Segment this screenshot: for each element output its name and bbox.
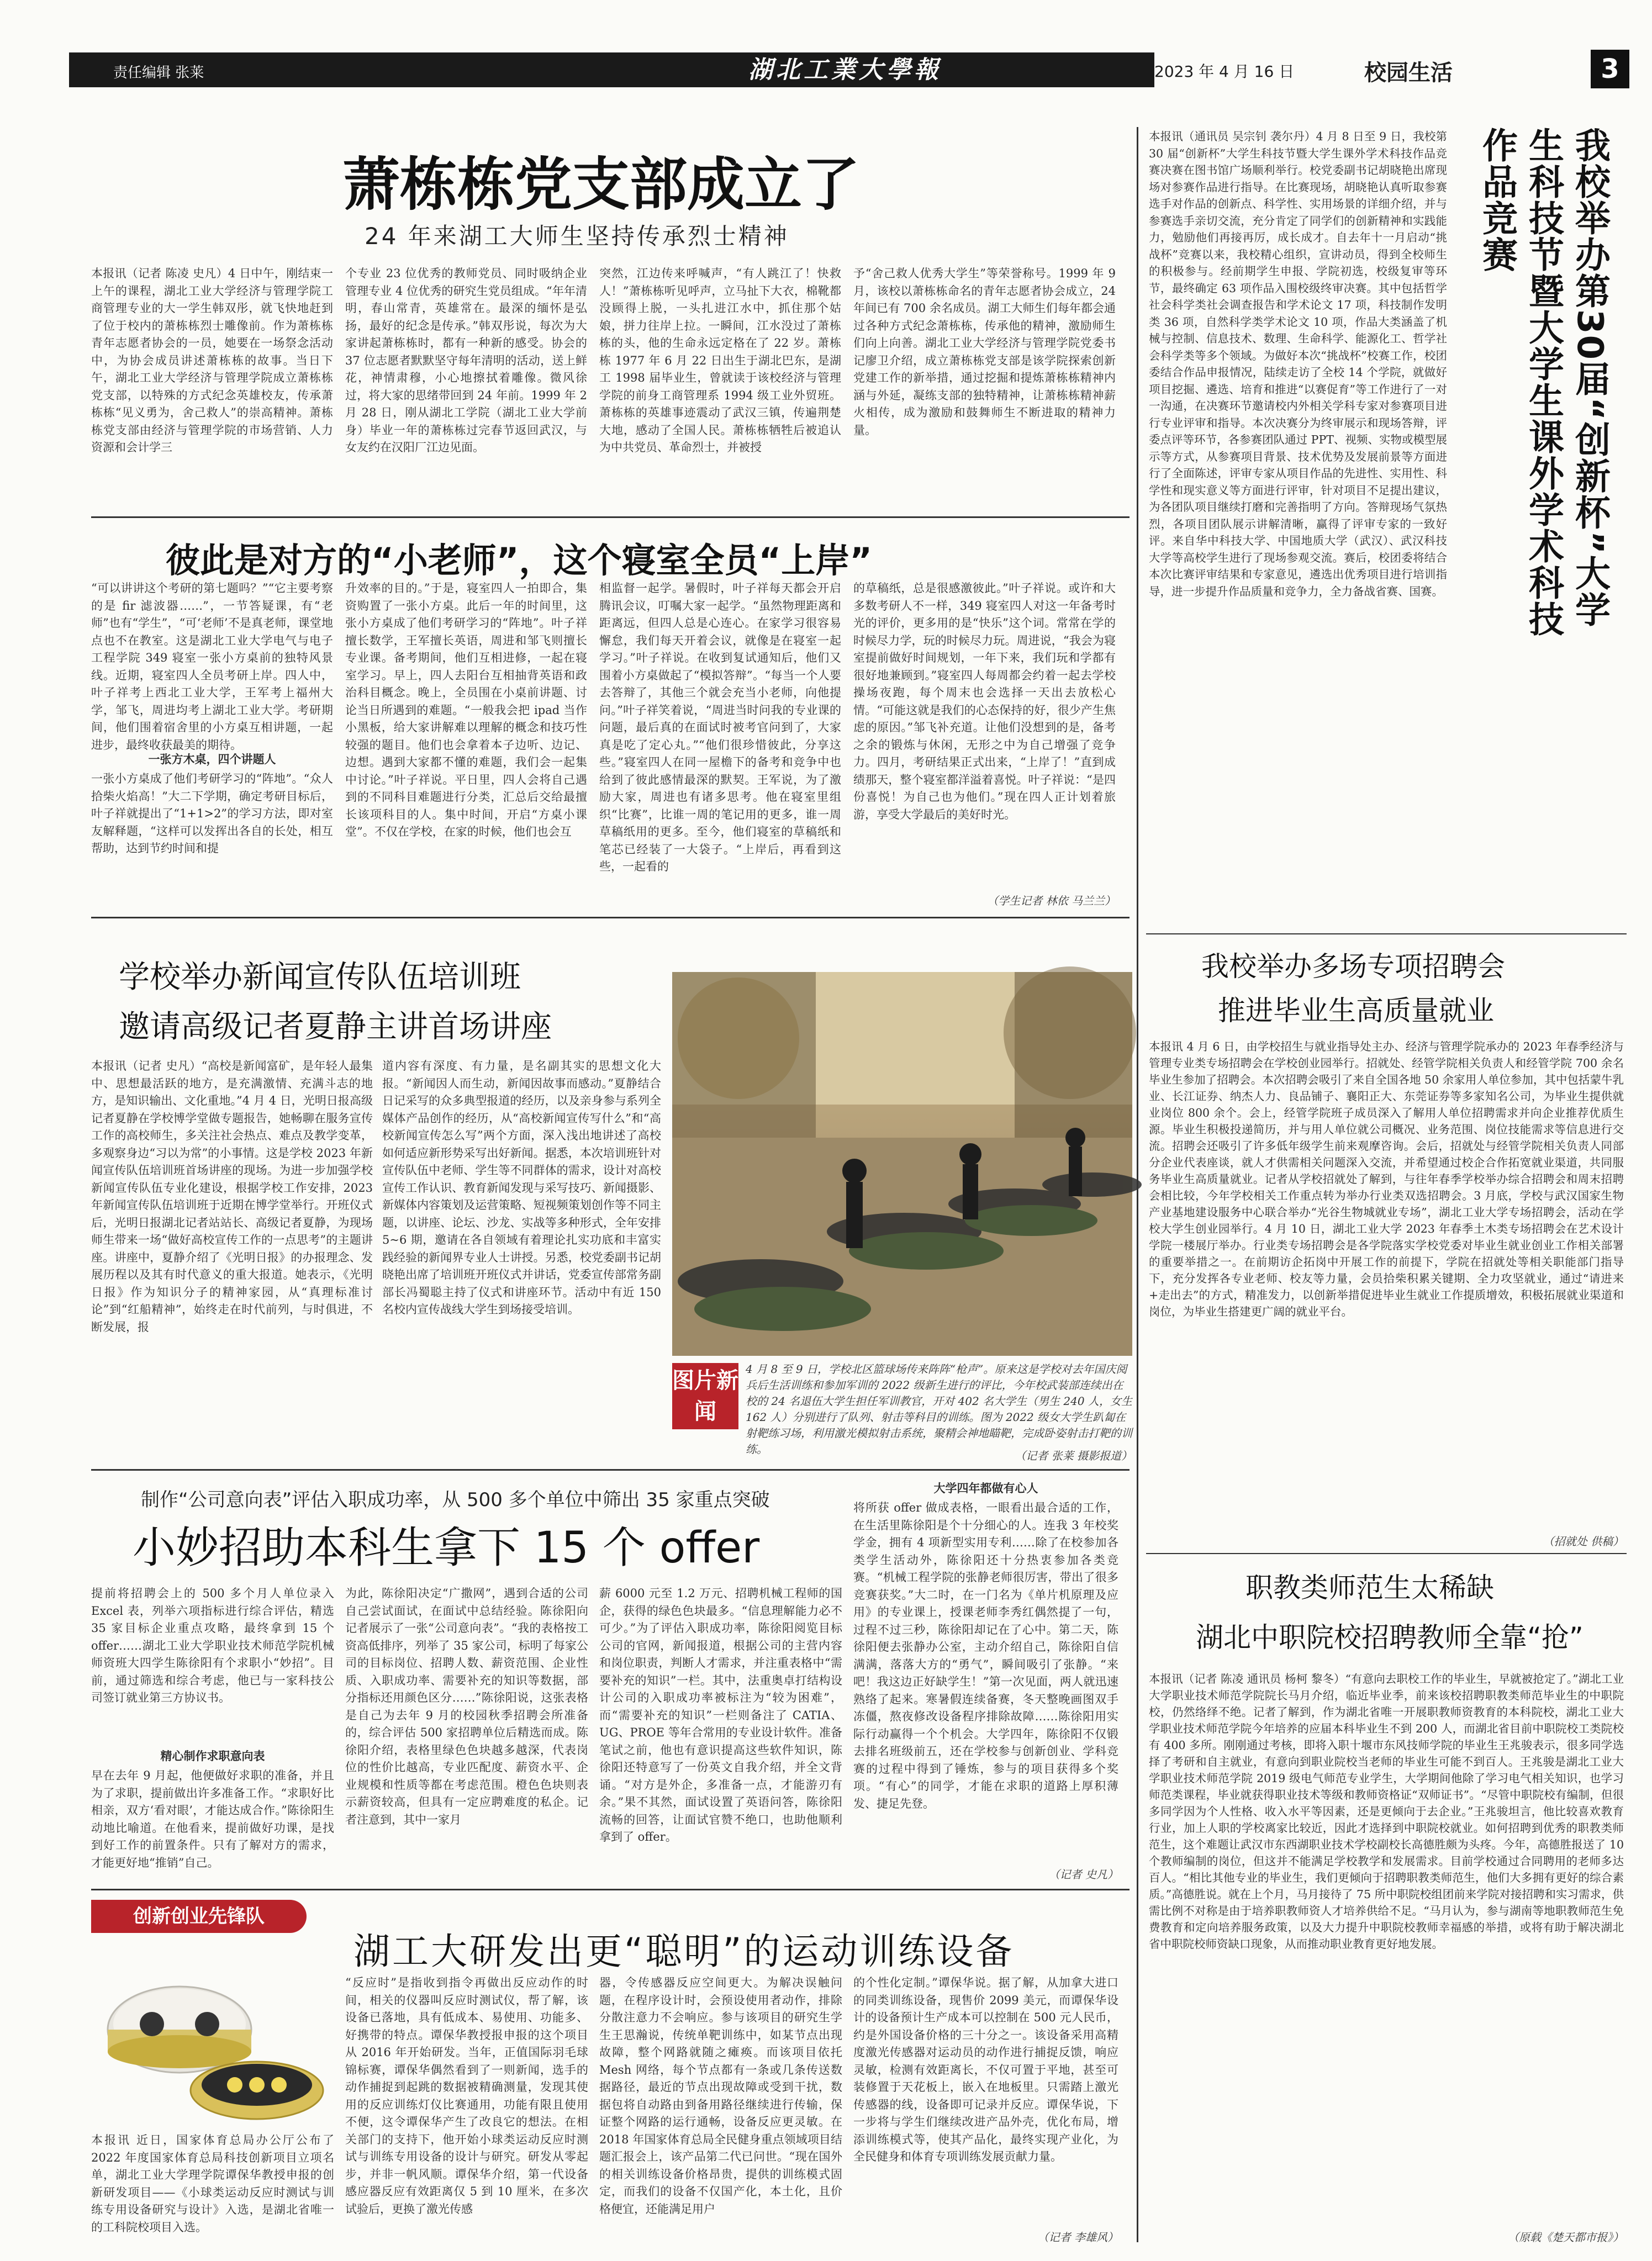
sidebar3-body: 本报讯（记者 陈凌 通讯员 杨柯 黎冬）“有意向去职校工作的毕业生，早就被抢定了。”湖北工业大学职业技术师范学院院长马月介绍，临近毕业季，前来该校招聘职教类师范毕业生的中职院校，仍然络绎不绝。记者了解到，作为湖北省唯一开展职教师资教育的本科院校，湖北工业大学职业技术师范学院今年培养的应届本科毕业生不到 200 人，而湖北省目前中职院校工类院校有 400 多所。刚刚通过考核，即将入职十堰市东风技师学院的毕业生王兆骏表示，很多同学选择了考研和自主就业，有意向到职业院校当老师的毕业生可能不到百人。王兆骏是湖北工业大学职业技术师范学院 2019 级电气师范专业学生，大学期间他除了学习电气相关知识，也学习师范类课程，毕业就获得职业技术等级和教师资格证“双师证书”。“尽管中职院校有编制，但很多同学因为个人性格、收入水平等因素，还是更倾向于去企业。”王兆骏坦言，他比较喜欢教育行业，加上人职的学校离家比较近，因此才选择到中职院校就业。如何招聘到优秀的职教类师范生，这个难题让武汉市东西湖职业技术学校副校长高德胜颇为头疼。今年，高德胜报送了 10 个教师编制的岗位，但这并不能满足学校教学和发展需求。目前学校通过合同聘用的老师多达百人。“相比其他专业的毕业生，我们更倾向于招聘职教类师范生，他们大多拥有更好的综合素质。”高德胜说。就在上个月，马月接待了 75 所中职院校组团前来学院对接招聘和实习需求，供需比例不对称是由于培养职教师资人才培养供给不足。“马月认为，参与湖南等地职教师范生免费教育和定向培养服务政策，以及大力提升中职院校教师幸福感的举措，或将有助于解决湖北省中职院校师资缺口现象，从而推动职业教育更好地发展。 <box>1149 1672 1624 1951</box>
sidebar2-title-line1: 我校举办多场专项招聘会 <box>1201 950 1505 982</box>
sidebar3-title-line2: 湖北中职院校招聘教师全靠“抢” <box>1196 1621 1584 1654</box>
photo-byline: （记者 张莱 摄影报道） <box>1015 1449 1132 1462</box>
news-photo <box>672 972 1132 1356</box>
article2-title: 彼此是对方的“小老师”，这个寝室全员“上岸” <box>166 540 872 580</box>
article2-column-3: 相监督一起学。暑假时，叶子祥每天都会开启腾讯会议，叮嘱大家一起学。“虽然物理距离和距离远，但四人总是心连心。在家学习很容易懈怠，我们每天开着会议，就像是在寝室一起学习。”叶子祥说。在收到复试通知后，他们又围着小方桌做起了“模拟答辩”。“每当一个人要去答辩了，其他三个就会充当小老师，向他提问。”叶子祥笑着说，“周进当时问我的专业课的问题，最后真的在面试时被考官问到了，大家真是吃了定心丸。”“他们很珍惜彼此，分享这些。”寝室四人在同一屋檐下的备考和竞争中也给到了彼此感情最深的默契。王军说，为了激励大家，周进也有诸多思考。他在寝室里组织“比赛”，比谁一周的笔记用的更多，谁一周草稿纸用的更多。至今，他们寝室的草稿纸和笔芯已经装了一大袋子。“上岸后，再看到这些，一起看的 <box>599 582 841 873</box>
article5-column-3: 器，令传感器反应空间更大。为解决误触问题，在程序设计时，会预设使用者动作，排除分散注意力不会响应。参与该项目的研究生学生王思瀚说，传统单靶训练中，如某节点出现故障，整个网路就随之瘫痪。而该项目依托 Mesh 网络，每个节点都有一条或几条传送数据路径，最近的节点出现故障或受到干扰，数据包将自动路由到备用路径继续进行传输，保证整个网路的运行通畅，设备反应更灵敏。在 2018 年国家体育总局全民健身重点领域项目结题汇报会上，该产品第二代已问世。“现在国外的相关训练设备价格昂贵，提供的训练模式固定，而我们的设备不仅国产化，本土化，且价格便宜，还能满足用户 <box>599 1976 842 2216</box>
article3-column-1: 本报讯（记者 史凡）“高校是新闻富矿，是年轻人最集中、思想最活跃的地方，是充满激情、充满斗志的地方，是知识输出、文化重地。”4 月 4 日，光明日报高级记者夏静在学校博学堂做专题报告，她畅聊在服务宣传工作的高校师生，多关注社会热点、难点及教学变革，多观察身边“习以为常”的小事情。这是学校 2023 年新闻宣传队伍培训班首场讲座的现场。为进一步加强学校新闻宣传队伍专业化建设，根据学校工作安排，2023 年新闻宣传队伍培训班于近期在博学堂举行。开班仪式后，光明日报湖北记者站站长、高级记者夏静，为现场师生带来一场“做好高校宣传工作的一点思考”的主题讲座。讲座中，夏静介绍了《光明日报》的办报理念、发展历程以及其有时代意义的重大报道。她表示，《光明日报》作为知识分子的精神家园，从“真理标准讨论”到“红船精神”，始终走在时代前列，与时俱进，不断发展，报 <box>91 1059 373 1334</box>
article2-byline: （学生记者 林依 马兰兰） <box>987 894 1116 907</box>
article4-column-3: 薪 6000 元至 1.2 万元、招聘机械工程师的国企，获得的绿色色块最多。“信息理解能力必不可少。”为了评估入职成功率，陈徐阳阅览目标公司的官网，新闻报道，根据公司的主营内容和岗位职责，判断人才需求，并注重表格中“需要补充的知识”一栏。其中，法重奥卓打结构设计公司的入职成功率被标注为“较为困难”，而“需要补充的知识”一栏则备注了 CATIA、UG、PROE 等年合常用的专业设计软件。准备笔试之前，他也有意识提高这些软件知识，陈徐阳还特意写了一份英文自我介绍，并全文背诵。“对方是外企，多准备一点，才能游刃有余。”果不其然，面试设置了英语问答，陈徐阳流畅的回答，让面试官赞不绝口，也助他顺利拿到了 offer。 <box>599 1587 842 1843</box>
divider <box>91 1889 1130 1890</box>
article3-title-line2: 邀请高级记者夏静主讲首场讲座 <box>119 1009 552 1045</box>
article1-subtitle: 24 年来湖工大师生坚持传承烈士精神 <box>365 223 789 250</box>
article4-column-4: 将所获 offer 做成表格，一眼看出最合适的工作，在生活里陈徐阳是个十分细心的人。连我 3 年校奖学金，拥有 4 项新型实用专利……除了在校参加各类学生活动外，陈徐阳还十分热衷参加各类竞赛。“机械工程学院的张静老师很厉害，带出了很多竞赛获奖。”大二时，在一门名为《单片机原理及应用》的专业课上，授课老师李秀红偶然提了一句，过程不过三秒，陈徐阳却记在了心中。第二天，陈徐阳便去张静办公室，主动介绍自己，陈徐阳自信满满，落落大方的“勇气”，瞬间吸引了张静。“来吧！我这边正好缺学生！”第一次见面，两人就迅速熟络了起来。寒暑假连续备赛，冬天整晚画图双手冻僵，熬夜修改设备程序排除故障……陈徐阳用实际行动赢得一个个机会。大学四年，陈徐阳不仅锻去排名班级前五，还在学校参与创新创业、学科竞赛的过程中得到了锤炼，参与的项目获得多个奖项。“有心”的同学，才能在求职的道路上厚积薄发、捷足先登。 <box>853 1501 1118 1810</box>
article2-column-4: 的草稿纸，总是很感激彼此。”叶子祥说。或许和大多数考研人不一样，349 寝室四人对这一年备考时光的评价，更多用的是“快乐”这个词。常常在学的时候尽力学，玩的时候尽力玩。周进说，“我会为寝室提前做好时间规划，一年下来，我们玩和学都有很好地兼顾到。”寝室四人每周都会约着一起去学校操场夜跑，每个周末也会选择一天出去放松心情。“可能这就是我们的心态保持的好，很少产生焦虑的原因。”邹飞补充道。让他们没想到的是，备考之余的锻炼与休闲，无形之中为自己增强了竞争力。四月，考研结果正式出来，“上岸了！”直到成绩那天，整个寝室都洋溢着喜悦。叶子祥说：“是四份喜悦！为自己也为他们。”现在四人正计划着旅游，享受大学最后的美好时光。 <box>853 582 1116 821</box>
article5-title: 湖工大研发出更“聪明”的运动训练设备 <box>353 1930 1015 1973</box>
page-number: 3 <box>1591 50 1629 88</box>
divider <box>1146 933 1627 934</box>
article1-column-1: 本报讯（记者 陈凌 史凡）4 日中午，刚结束一上午的课程，湖北工业大学经济与管理学院工商管理专业的大一学生韩双彤，就飞快地赶到了位于校内的萧栋栋烈士雕像前。作为萧栋栋青年志愿者协会的一员，她要在一场祭念活动中，为协会成员讲述萧栋栋的故事。当日下午，湖北工业大学经济与管理学院成立萧栋栋党支部，以特殊的方式纪念英雄校友，传承萧栋栋“见义勇为，舍己救人”的崇高精神。萧栋栋党支部由经济与管理学院的市场营销、人力资源和会计学三 <box>91 267 333 454</box>
sidebar2-title-line2: 推进毕业生高质量就业 <box>1218 995 1494 1027</box>
photo-news-tag: 图片新闻 <box>672 1363 738 1429</box>
sidebar1-body: 本报讯（通讯员 吴宗钊 袭尔丹）4 月 8 日至 9 日，我校第 30 届“创新杯”大学生科技节暨大学生课外学术科技作品竞赛决赛在图书馆广场顺利举行。校党委副书记胡晓艳出席现场对参赛作品进行指导。在比赛现场，胡晓艳认真听取参赛选手对作品的创新点、科学性、实用场景的详细介绍，并与参赛选手亲切交流，充分肯定了同学们的创新精神和实践能力，勉励他们再接再厉，成长成才。自去年十一月启动“挑战杯”竞赛以来，我校精心组织，宣讲动员，得到全校师生的积极参与。经前期学生申报、学院初选，校级复审等环节，最终确定 63 项作品入围校级终审决赛。其中包括哲学社会科学类社会调查报告和学术论文 17 项，科技制作发明类 36 项，自然科学类学术论文 10 项，作品大类涵盖了机械与控制、信息技术、数理、生命科学、能源化工、哲学社会科学类等多个领域。为做好本次“挑战杯”校赛工作，校团委结合作品申报情况，陆续走访了全校 14 个学院，就做好项目挖掘、遴选、培育和推进“以赛促育”等工作进行了一对一沟通，在决赛环节邀请校内外相关学科专家对参赛项目进行专业评审和指导。本次决赛分为终审展示和现场答辩，评委点评等环节，各参赛团队通过 PPT、视频、实物或模型展示等方式，从参赛项目背景、技术优势及发展前景等方面进行了全面陈述，评审专家从项目作品的先进性、实用性、科学性和现实意义等方面进行评审，针对项目不足提出建议，为各团队项目继续打磨和完善指明了方向。答辩现场气氛热烈，各项目团队展示讲解清晰，赢得了评审专家的一致好评。来自华中科技大学、中国地质大学（武汉）、武汉科技大学等高校学生进行了现场参观交流。赛后，校团委将结合本次比赛评审结果和专家意见，遴选出优秀项目进行培训指导，进一步提升作品质量和竞争力，全力备战省赛、国赛。 <box>1149 130 1447 598</box>
training-device-image <box>91 1952 334 2129</box>
article4-subheading: 精心制作求职意向表 <box>160 1750 265 1763</box>
article4-column-1: 提前将招聘会上的 500 多个月人单位录入 Excel 表，列举六项指标进行综合评估，精选 35 家目标企业重点攻略，最终拿到 15 个 offer……湖北工业大学职业技术师范学院机械师资班大四学生陈徐阳有个求职小“妙招”。目前，通过筛选和综合考虑，他已与一家科技公司签订就业第三方协议书。 <box>91 1587 334 1704</box>
article2-column-2: 升效率的目的。”于是，寝室四人一拍即合，集资购置了一张小方桌。此后一年的时间里，这张小方桌成了他们考研学习的“阵地”。叶子祥擅长数学，王军擅长英语，周进和邹飞则擅长专业课。备考期间，他们互相进修，一起在寝室学习。早上，四人去阳台互相抽背英语和政治科目概念。晚上，全员围在小桌前讲题、讨论当日所遇到的难题。“一般我会把 ipad 当作小黑板，给大家讲解难以理解的概念和技巧性较强的题目。他们也会拿着本子边听、边记、边想。遇到大家都不懂的难题，我们会一起集中讨论。”叶子祥说。平日里，四人会将自己遇到的不同科目难题进行分类，汇总后交给最擅长该项科目的人。集中时间，开启“方桌小课堂”。不仅在学校，在家的时候，他们也会互 <box>345 582 587 838</box>
article5-column-4: 的个性化定制。”谭保华说。据了解，从加拿大进口的同类训练设备，现售价 2099 美元，而谭保华设计的设备预计生产成本可以控制在 500 元人民币，约是外国设备价格的三十分之一。该设备采用高精度激光传感器对运动员的动作进行捕捉反馈，响应灵敏，检测有效距离长，不仅可置于平地，甚至可装修置于天花板上，嵌入在地板里。只需踏上激光传感器的线，设备即可记录并反应。谭保华说，下一步将与学生们继续改进产品外壳，优化布局，增添训练模式等，使其产品化，最终实现产业化，为全民健身和体育专项训练发展贡献力量。 <box>853 1976 1118 2163</box>
article4-column-1b: 早在去年 9 月起，他便做好求职的准备，并且为了求职，提前做出许多准备工作。“求职好比相亲，双方‘看对眼’，才能达成合作。”陈徐阳生动地比喻道。在他看来，提前做好功课，是找到好工作的前置条件。只有了解对方的需求，才能更好地“推销”自己。 <box>91 1769 334 1869</box>
photo-caption: 4 月 8 至 9 日，学校北区篮球场传来阵阵“枪声”。原来这是学校对去年国庆阅兵后生活训练和参加军训的 2022 级新生进行的评比，今年校武装部连续出在校的 24 名退伍大学生担任军训教官，开对 402 名大学生（男生 240 人，女生 162 人）分别进行了队列、射击等科目的训练。图为 2022 级女大学生趴匐在射靶练习场，利用激光模拟射击系统，聚精会神地瞄靶，完成卧姿射击打靶的训练。 <box>746 1362 1132 1456</box>
paper-name: 湖北工業大學報 <box>748 56 942 84</box>
article4-subheading-2: 大学四年都做有心人 <box>933 1482 1038 1495</box>
editor-credit: 责任编辑 张莱 <box>113 65 204 81</box>
article4-title: 小妙招助本科生拿下 15 个 offer <box>133 1523 760 1573</box>
sidebar3-byline: （原载《楚天都市报》） <box>1508 2231 1624 2244</box>
sidebar3-title-line1: 职教类师范生太稀缺 <box>1245 1572 1494 1604</box>
article3-column-2: 道内容有深度、有力量，是名副其实的思想文化大报。“新闻因人而生动，新闻因故事而感动。”夏静结合日记采写的众多典型报道的经历，以及亲身参与系列全媒体产品创作的经历，从“高校新闻宣传写什么”和“高校新闻宣传怎么写”两个方面，深入浅出地讲述了高校如何适应新形势采写出好新闻。据悉，本次培训班针对宣传队伍中老师、学生等不同群体的需求，设计对高校宣传工作认识、教育新闻发现与采写技巧、新闻摄影、新媒体内容策划及运营策略、短视频策划创作等不同主题，以讲座、论坛、沙龙、实战等多种形式，全年安排 5~6 期，邀请在各自领域有着理论扎实功底和丰富实践经验的新闻界专业人士讲授。另悉，校党委副书记胡晓艳出席了培训班开班仪式并讲话，党委宣传部常务副部长冯蜀聪主持了仪式和讲座环节。活动中有近 150 名校内宣传战线大学生到场接受培训。 <box>382 1059 661 1316</box>
issue-date: 2023 年 4 月 16 日 <box>1154 62 1295 81</box>
article5-column-2: “反应时”是指收到指令再做出反应动作的时间，相关的仪器叫反应时测试仪，帮了解，该设备已落地，具有低成本、易使用、功能多、好携带的特点。谭保华教授报申报的这个项目从 2016 年开始研发。当年，正值国际羽毛球锦标赛，谭保华偶然看到了一则新闻，选手的动作捕捉到起跳的数据被精确测量，发现其使用的反应训练灯仪比赛通用，功能有限且使用不便，这令谭保华产生了改良它的想法。在相关部门的支持下，他开始小球类运动反应时测试与训练专用设备的设计与研究。研发从零起步，并非一帆风顺。谭保华介绍，第一代设备感应器反应有效距离仅 5 到 10 厘米，在多次试验后，更换了激光传感 <box>345 1976 588 2216</box>
article1-column-3: 突然，江边传来呼喊声，“有人跳江了！快救人！”萧栋栋听见呼声，立马扯下大衣，棉靴都没顾得上脱，一头扎进江水中，抓住那个姑娘，拼力往岸上拉。一瞬间，江水没过了萧栋栋的头，他的生命永远定格在了 22 岁。萧栋栋 1977 年 6 月 22 日出生于湖北巴东，是湖工 1998 届毕业生，曾就读于该校经济与管理学院的前身工商管理系 1994 级工业外贸班。萧栋栋的英雄事迹震动了武汉三镇，传遍荆楚大地，感动了全国人民。萧栋栋牺牲后被追认为中共党员、革命烈士，并被授 <box>599 267 841 454</box>
shooting-training-photo <box>672 972 1132 1356</box>
article1-column-4: 予“舍己救人优秀大学生”等荣誉称号。1999 年 9 月，该校以萧栋栋命名的青年志愿者协会成立，24 年间已有 700 余名成员。湖工大师生们每年都会通过各种方式纪念萧栋栋，传承他的精神，激励师生们向上向善。湖北工业大学经济与管理学院党委书记廖卫介绍，成立萧栋栋党支部是该学院探索创新党建工作的新举措，通过挖掘和提炼萧栋栋精神内涵与外延，凝练支部的独特精神，让萧栋栋精神薪火相传，成为激励和鼓舞师生不断进取的精神力量。 <box>853 267 1116 437</box>
article4-byline: （记者 史凡） <box>1048 1868 1118 1881</box>
article1-column-2: 个专业 23 位优秀的教师党员、同时吸纳企业管理专业 4 位优秀的研究生党员组成。“年年清明，春山常青，英雄常在。最深的缅怀是弘扬，最好的纪念是传承。”韩双彤说，每次为大家讲起萧栋栋时，都有一种新的感受。协会的 37 位志愿者默默坚守每年清明的活动，送上鲜花，神情肃穆，小心地擦拭着雕像。微风徐过，将大家的思绪带回到 24 年前。1999 年 2 月 28 日，刚从湖北工学院（湖北工业大学前身）毕业一年的萧栋栋过完春节返回武汉，与女友约在汉阳厂江边见面。 <box>345 267 587 454</box>
sidebar1-title: 我校举办第30届“创新杯”大学生科技节暨大学生课外学术科技作品竞赛 <box>1476 127 1610 637</box>
divider <box>91 516 1130 518</box>
section-name: 校园生活 <box>1364 60 1453 86</box>
column-divider <box>1137 127 1138 2242</box>
article5-column-1: 本报讯 近日，国家体育总局办公厅公布了 2022 年度国家体育总局科技创新项目立项名单，湖北工业大学理学院谭保华教授申报的创新研发项目——《小球类运动反应时测试与训练专用设备研究与设计》入选，是湖北省唯一的工科院校项目入选。 <box>91 2133 334 2234</box>
article2-column-1b: 一张小方桌成了他们考研学习的“阵地”。“众人拾柴火焰高！”大二下学期，确定考研目标后，叶子祥就提出了“1+1>2”的学习方法，即对室友解释题，“这样可以发挥出各自的长处，相互帮助，达到节约时间和提 <box>91 772 333 855</box>
sidebar2-body: 本报讯 4 月 6 日，由学校招生与就业指导处主办、经济与管理学院承办的 2023 年春季经济与管理专业类专场招聘会在学校创业园举行。招就处、经管学院相关负责人和经管学院 700 余名毕业生参加了招聘会。本次招聘会吸引了来自全国各地 50 余家用人单位参加，其中包括蒙牛乳业、长江证券、纳杰人力、良品铺子、襄阳正大、东莞证券等多家知名公司，为毕业生提供就业岗位 800 余个。会上，经管学院班子成员深入了解用人单位招聘需求并向企业推荐优质生源。毕业生积极投递简历，并与用人单位就公司概况、业务范围、岗位技能需求等信息进行交流。招聘会还吸引了许多低年级学生前来观摩咨询。会后，招就处与经管学院相关负责人同部分企业代表座谈，就人才供需相关问题深入交流，并希望通过校企合作拓宽就业渠道，共同服务毕业生高质量就业。记者从学校招就处了解到，与往年春季学校举办综合招聘会和周末招聘会相比较，今年学校相关工作重点转为举办行业类双选招聘会。3 月底，学校与武汉国家生物产业基地建设服务中心联合举办“光谷生物城就业专场”，湖北工业大学专场招聘会，活动在学校大学生创业园举行。4 月 10 日，湖北工业大学 2023 年春季土木类专场招聘会在艺术设计学院一楼展厅举办。行业类专场招聘会是各学院落实学校党委对毕业生就业创业工作相关部署的重要举措之一。在前期访企拓岗中开展工作的前提下，学院在招就处等相关职能部门指导下，充分发挥各专业老师、校友等力量，会员拾柴积累关键期、全力攻坚就业，通过“请进来+走出去”的方式，精准发力，以创新举措促进毕业生就业工作提质增效，积极拓展就业渠道和岗位，为毕业生搭建更广阔的就业平台。 <box>1149 1040 1624 1318</box>
article4-kicker: 制作“公司意向表”评估入职成功率，从 500 多个单位中筛出 35 家重点突破 <box>141 1489 770 1511</box>
divider <box>91 1469 1130 1471</box>
divider <box>91 917 1130 918</box>
article5-byline: （记者 李雄风） <box>1037 2231 1118 2244</box>
article4-column-2: 为此，陈徐阳决定“广撒网”，遇到合适的公司自己尝试面试，在面试中总结经验。陈徐阳向记者展示了一张“公司意向表”。“我的表格按工资高低排序，列举了 35 家公司，标明了每家公司的目标岗位、招聘人数、薪资范围、企业性质、入职成功率、需要补充的知识等数据，部分指标还用颜色区分……”陈徐阳说，这张表格是自己为去年 9 月的校园秋季招聘会所准备的，综合评估 500 家招聘单位后精选而成。陈徐阳介绍，表格里绿色色块越多越深，代表岗位的性价比越高，专业匹配度、薪资水平、企业规模和性质等都在考虑范围。橙色色块则表示薪资较高，但具有一定应聘难度的私企。记者注意到，其中一家月 <box>345 1587 588 1826</box>
article2-subheading: 一张方木桌，四个讲题人 <box>148 753 276 766</box>
article1-title: 萧栋栋党支部成立了 <box>342 151 860 218</box>
sidebar2-byline: （招就处 供稿） <box>1543 1535 1624 1548</box>
column-tag: 创新创业先锋队 <box>91 1900 307 1933</box>
divider <box>1146 1553 1627 1554</box>
article3-title-line1: 学校举办新闻宣传队伍培训班 <box>119 959 521 995</box>
article2-column-1: “可以讲讲这个考研的第七题吗？”“它主要考察的是 fir 滤波器……”，一节答疑课，有“老师”也有“学生”，“可‘老师’不是真老师，课堂地点也不在教室。这是湖北工业大学电气与电子工程学院 349 寝室一张小方桌前的独特风景线。近期，寝室四人全员考研上岸。四人中，叶子祥考上西北工业大学，王军考上福州大学，邹飞，周进均考上湖北工业大学。考研期间，他们围着宿舍里的小方桌互相讲题，一起进步，最终收获最美的期待。 <box>91 582 333 752</box>
